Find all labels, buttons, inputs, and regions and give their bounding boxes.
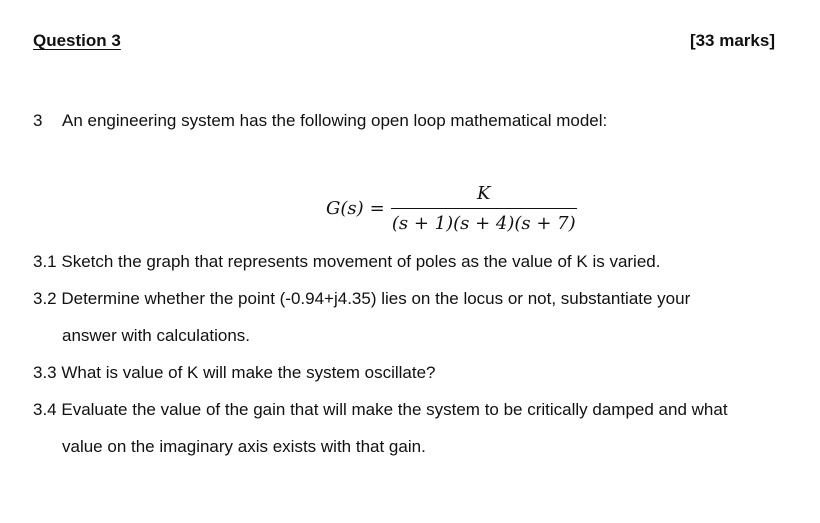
- marks-label: [33 marks]: [689, 31, 775, 50]
- question-title: Question 3: [33, 31, 121, 50]
- subquestion-3-2: [33, 280, 788, 354]
- subquestion-3-2-line2: answer with calculations.: [62, 326, 251, 345]
- equation-numerator: K: [477, 183, 491, 204]
- equation-lhs: G(s): [326, 198, 364, 219]
- subquestion-3-3-text: 3.3 What is value of K will make the system oscillate?: [33, 363, 436, 382]
- subquestion-3-4: [33, 391, 788, 465]
- subquestion-3-3: [33, 354, 788, 391]
- subquestion-3-1-text: 3.1 Sketch the graph that represents movement of poles as the value of K is varied.: [33, 252, 661, 271]
- equation-fraction: [391, 183, 577, 234]
- subquestion-3-4-line1: 3.4 Evaluate the value of the gain that will make the system to be critically damped and what: [33, 400, 728, 419]
- intro-number: 3: [33, 111, 43, 130]
- subquestion-3-1: [33, 243, 788, 280]
- transfer-function-equation: [326, 183, 577, 234]
- subquestion-3-4-line2: value on the imaginary axis exists with that gain.: [62, 437, 426, 456]
- subquestion-3-2-line1: 3.2 Determine whether the point (-0.94+j4.35) lies on the locus or not, substantiate your: [33, 289, 691, 308]
- intro-text: An engineering system has the following open loop mathematical model:: [62, 111, 608, 130]
- equation-denominator: (s + 1)(s + 4)(s + 7): [391, 213, 576, 234]
- equation-equals: =: [369, 198, 385, 219]
